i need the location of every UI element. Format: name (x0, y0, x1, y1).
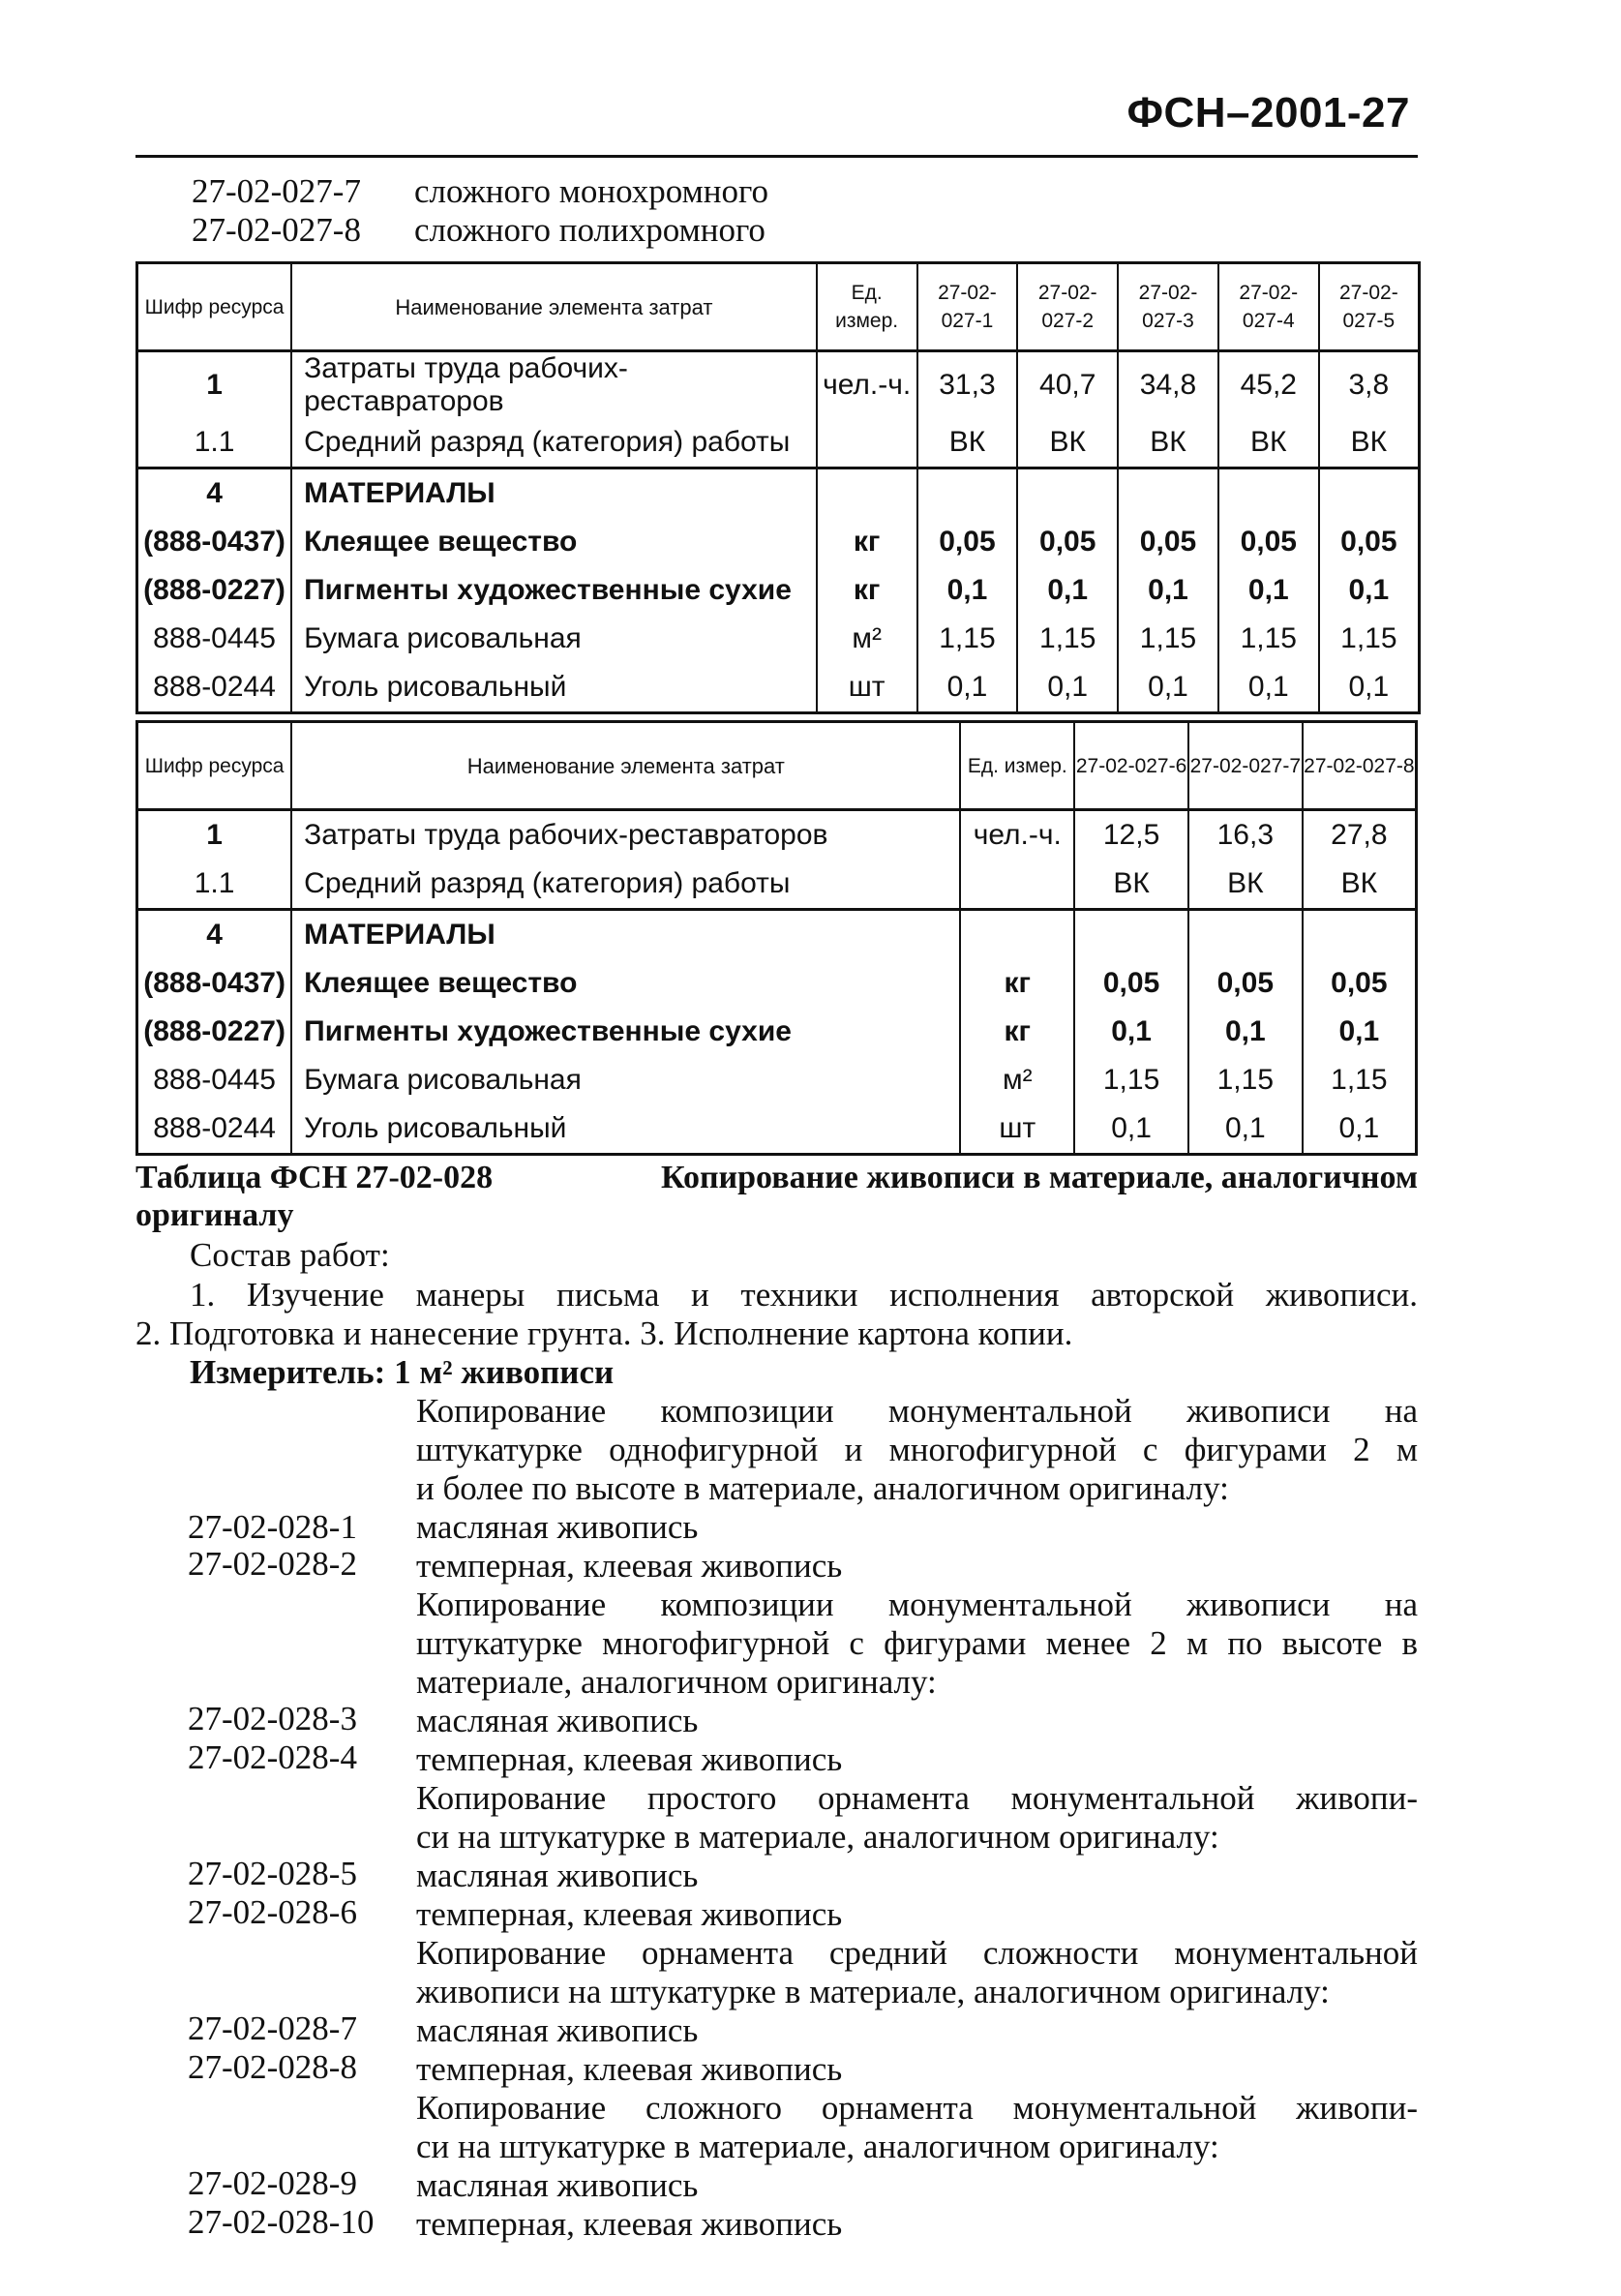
norm-description-line: Копирование орнамента средний сложности монументальной (416, 1934, 1418, 1972)
cell-unit: кг (817, 566, 917, 615)
resource-description: сложного монохромного (414, 172, 768, 210)
cell-code: 1.1 (137, 418, 292, 468)
cell-value: 0,1 (917, 663, 1018, 713)
norm-code: 27-02-028-8 (188, 2048, 357, 2086)
cell-value: 1,15 (1218, 615, 1319, 663)
cell-name: Затраты труда рабочих-реставраторов (291, 810, 960, 861)
norm-description-line: и более по высоте в материале, аналогичном оригиналу: (416, 1469, 1229, 1507)
cell-unit: кг (960, 1008, 1074, 1056)
norm-text: масляная живопись (416, 1508, 699, 1546)
cell-value: 0,05 (1017, 518, 1118, 566)
work-step-line: 1. Изучение манеры письма и техники исполнения авторской живописи. (190, 1276, 1418, 1314)
norm-description-line: си на штукатурке в материале, аналогичном оригиналу: (416, 2128, 1219, 2165)
measure-unit: Измеритель: 1 м² живописи (190, 1353, 615, 1391)
cell-value: 0,05 (1188, 959, 1303, 1008)
cell-code: 1 (137, 351, 292, 419)
norm-code: 27-02-028-4 (188, 1738, 357, 1776)
header-norm-col: 27-02-027-3 (1118, 263, 1218, 351)
norm-description-line: Копирование простого орнамента монументальной живопи- (416, 1779, 1418, 1817)
cell-value: 1,15 (1017, 615, 1118, 663)
norm-text: темперная, клеевая живопись (416, 2050, 843, 2088)
table-title-continuation: оригиналу (135, 1197, 294, 1233)
cell-value: 16,3 (1188, 810, 1303, 861)
cell-code: 888-0244 (137, 1104, 292, 1155)
norm-description-line: живописи на штукатурке в материале, аналогичном оригиналу: (416, 1973, 1330, 2010)
cell-unit: чел.-ч. (960, 810, 1074, 861)
cell-value: 27,8 (1303, 810, 1417, 861)
norm-description-line: штукатурке многофигурной с фигурами менее 2 м по высоте в (416, 1624, 1418, 1662)
cell-unit: кг (817, 518, 917, 566)
cell-unit: кг (960, 959, 1074, 1008)
cell-value: 1,15 (1118, 615, 1218, 663)
cell-value: 34,8 (1118, 351, 1218, 419)
cell-code: 4 (137, 468, 292, 519)
header-resource-code: Шифр ресурса (137, 722, 292, 810)
cell-value: ВК (1188, 860, 1303, 910)
cell-unit: шт (817, 663, 917, 713)
resource-description: сложного полихромного (414, 211, 765, 249)
cell-name: Клеящее вещество (291, 518, 817, 566)
header-resource-code: Шифр ресурса (137, 263, 292, 351)
cell-value: 0,05 (1118, 518, 1218, 566)
norm-text: темперная, клеевая живопись (416, 2205, 843, 2243)
norm-description-line: Копирование композиции монументальной живописи на (416, 1586, 1418, 1623)
cell-value: 0,1 (917, 566, 1018, 615)
header-norm-col: 27-02-027-5 (1319, 263, 1420, 351)
norm-code: 27-02-028-6 (188, 1893, 357, 1931)
table-title-code: Таблица ФСН 27-02-028 (135, 1160, 494, 1195)
cell-code: (888-0227) (137, 1008, 292, 1056)
cell-value: 40,7 (1017, 351, 1118, 419)
norm-code: 27-02-028-2 (188, 1545, 357, 1583)
header-cost-element: Наименование элемента затрат (291, 722, 960, 810)
norm-description-line: материале, аналогичном оригиналу: (416, 1663, 937, 1701)
cell-value: 0,1 (1303, 1104, 1417, 1155)
cell-name: Средний разряд (категория) работы (291, 860, 960, 910)
norm-description-line: си на штукатурке в материале, аналогичном оригиналу: (416, 1818, 1219, 1856)
cell-value: 1,15 (1303, 1056, 1417, 1104)
cell-value: 0,1 (1017, 663, 1118, 713)
cell-value: 0,05 (1074, 959, 1188, 1008)
cell-unit: шт (960, 1104, 1074, 1155)
cell-value: ВК (1017, 418, 1118, 468)
header-norm-col: 27-02-027-4 (1218, 263, 1319, 351)
cell-code: 1.1 (137, 860, 292, 910)
cell-code: 4 (137, 910, 292, 960)
cell-value: 3,8 (1319, 351, 1420, 419)
cell-value: 1,15 (917, 615, 1018, 663)
cell-code: 1 (137, 810, 292, 861)
norm-code: 27-02-028-7 (188, 2009, 357, 2047)
cell-name: Уголь рисовальный (291, 663, 817, 713)
cell-code: 888-0244 (137, 663, 292, 713)
cell-value: 0,05 (917, 518, 1018, 566)
work-composition-label: Состав работ: (190, 1236, 390, 1274)
cell-value: ВК (1118, 418, 1218, 468)
cell-value: 0,1 (1303, 1008, 1417, 1056)
cell-value: 45,2 (1218, 351, 1319, 419)
cell-code: 888-0445 (137, 615, 292, 663)
norm-code: 27-02-028-1 (188, 1508, 357, 1546)
cell-name: Средний разряд (категория) работы (291, 418, 817, 468)
cell-code: (888-0437) (137, 959, 292, 1008)
cell-value: 1,15 (1188, 1056, 1303, 1104)
norm-code: 27-02-028-5 (188, 1855, 357, 1892)
cell-name: Затраты труда рабочих-реставраторов (291, 351, 817, 419)
cell-unit: чел.-ч. (817, 351, 917, 419)
cell-name: МАТЕРИАЛЫ (291, 910, 960, 960)
norm-text: масляная живопись (416, 2011, 699, 2049)
norm-text: темперная, клеевая живопись (416, 1740, 843, 1778)
cell-value: 0,05 (1218, 518, 1319, 566)
cell-value: ВК (1303, 860, 1417, 910)
table-title-text: Копирование живописи в материале, аналогичном (661, 1160, 1418, 1195)
work-step-line: 2. Подготовка и нанесение грунта. 3. Исполнение картона копии. (135, 1314, 1073, 1352)
header-unit: Ед. измер. (817, 263, 917, 351)
header-norm-col: 27-02-027-8 (1303, 722, 1417, 810)
resource-code: 27-02-027-7 (192, 172, 361, 210)
norm-code: 27-02-028-3 (188, 1700, 357, 1737)
cell-name: Пигменты художественные сухие (291, 566, 817, 615)
cell-name: Клеящее вещество (291, 959, 960, 1008)
cell-code: (888-0437) (137, 518, 292, 566)
cell-value: 0,1 (1074, 1104, 1188, 1155)
norm-text: темперная, клеевая живопись (416, 1547, 843, 1585)
cell-value: 0,1 (1319, 566, 1420, 615)
norm-text: масляная живопись (416, 1702, 699, 1739)
cell-value: 0,1 (1118, 566, 1218, 615)
norm-code: 27-02-028-9 (188, 2164, 357, 2202)
cell-value: 0,1 (1218, 566, 1319, 615)
norm-description-line: Копирование сложного орнамента монументальной живопи- (416, 2089, 1418, 2127)
cell-value: 0,1 (1074, 1008, 1188, 1056)
cell-code: 888-0445 (137, 1056, 292, 1104)
cell-value: 0,05 (1319, 518, 1420, 566)
norm-code: 27-02-028-10 (188, 2203, 375, 2241)
cell-value: 0,1 (1218, 663, 1319, 713)
cell-value: 0,1 (1118, 663, 1218, 713)
header-norm-col: 27-02-027-1 (917, 263, 1018, 351)
cell-value: 0,1 (1319, 663, 1420, 713)
cell-value: 0,05 (1303, 959, 1417, 1008)
norm-text: темперная, клеевая живопись (416, 1895, 843, 1933)
cell-name: Бумага рисовальная (291, 1056, 960, 1104)
cell-unit: м² (960, 1056, 1074, 1104)
page-header-code: ФСН–2001-27 (1126, 89, 1410, 136)
cell-name: МАТЕРИАЛЫ (291, 468, 817, 519)
header-unit: Ед. измер. (960, 722, 1074, 810)
header-norm-col: 27-02-027-7 (1188, 722, 1303, 810)
norm-description-line: штукатурке однофигурной и многофигурной с фигурами 2 м (416, 1431, 1418, 1468)
header-norm-col: 27-02-027-2 (1017, 263, 1118, 351)
cell-value: ВК (1218, 418, 1319, 468)
cell-value: 1,15 (1319, 615, 1420, 663)
header-norm-col: 27-02-027-6 (1074, 722, 1188, 810)
cell-value: 0,1 (1188, 1104, 1303, 1155)
cell-value: ВК (1319, 418, 1420, 468)
norm-text: масляная живопись (416, 2166, 699, 2204)
norm-description-line: Копирование композиции монументальной живописи на (416, 1392, 1418, 1430)
cell-value: ВК (1074, 860, 1188, 910)
cell-value: 31,3 (917, 351, 1018, 419)
cell-unit: м² (817, 615, 917, 663)
resource-code: 27-02-027-8 (192, 211, 361, 249)
cell-name: Бумага рисовальная (291, 615, 817, 663)
cell-value: ВК (917, 418, 1018, 468)
cell-name: Уголь рисовальный (291, 1104, 960, 1155)
cell-value: 1,15 (1074, 1056, 1188, 1104)
cell-name: Пигменты художественные сухие (291, 1008, 960, 1056)
norm-text: масляная живопись (416, 1857, 699, 1894)
cell-value: 0,1 (1188, 1008, 1303, 1056)
cell-value: 12,5 (1074, 810, 1188, 861)
cell-value: 0,1 (1017, 566, 1118, 615)
header-cost-element: Наименование элемента затрат (291, 263, 817, 351)
cell-code: (888-0227) (137, 566, 292, 615)
